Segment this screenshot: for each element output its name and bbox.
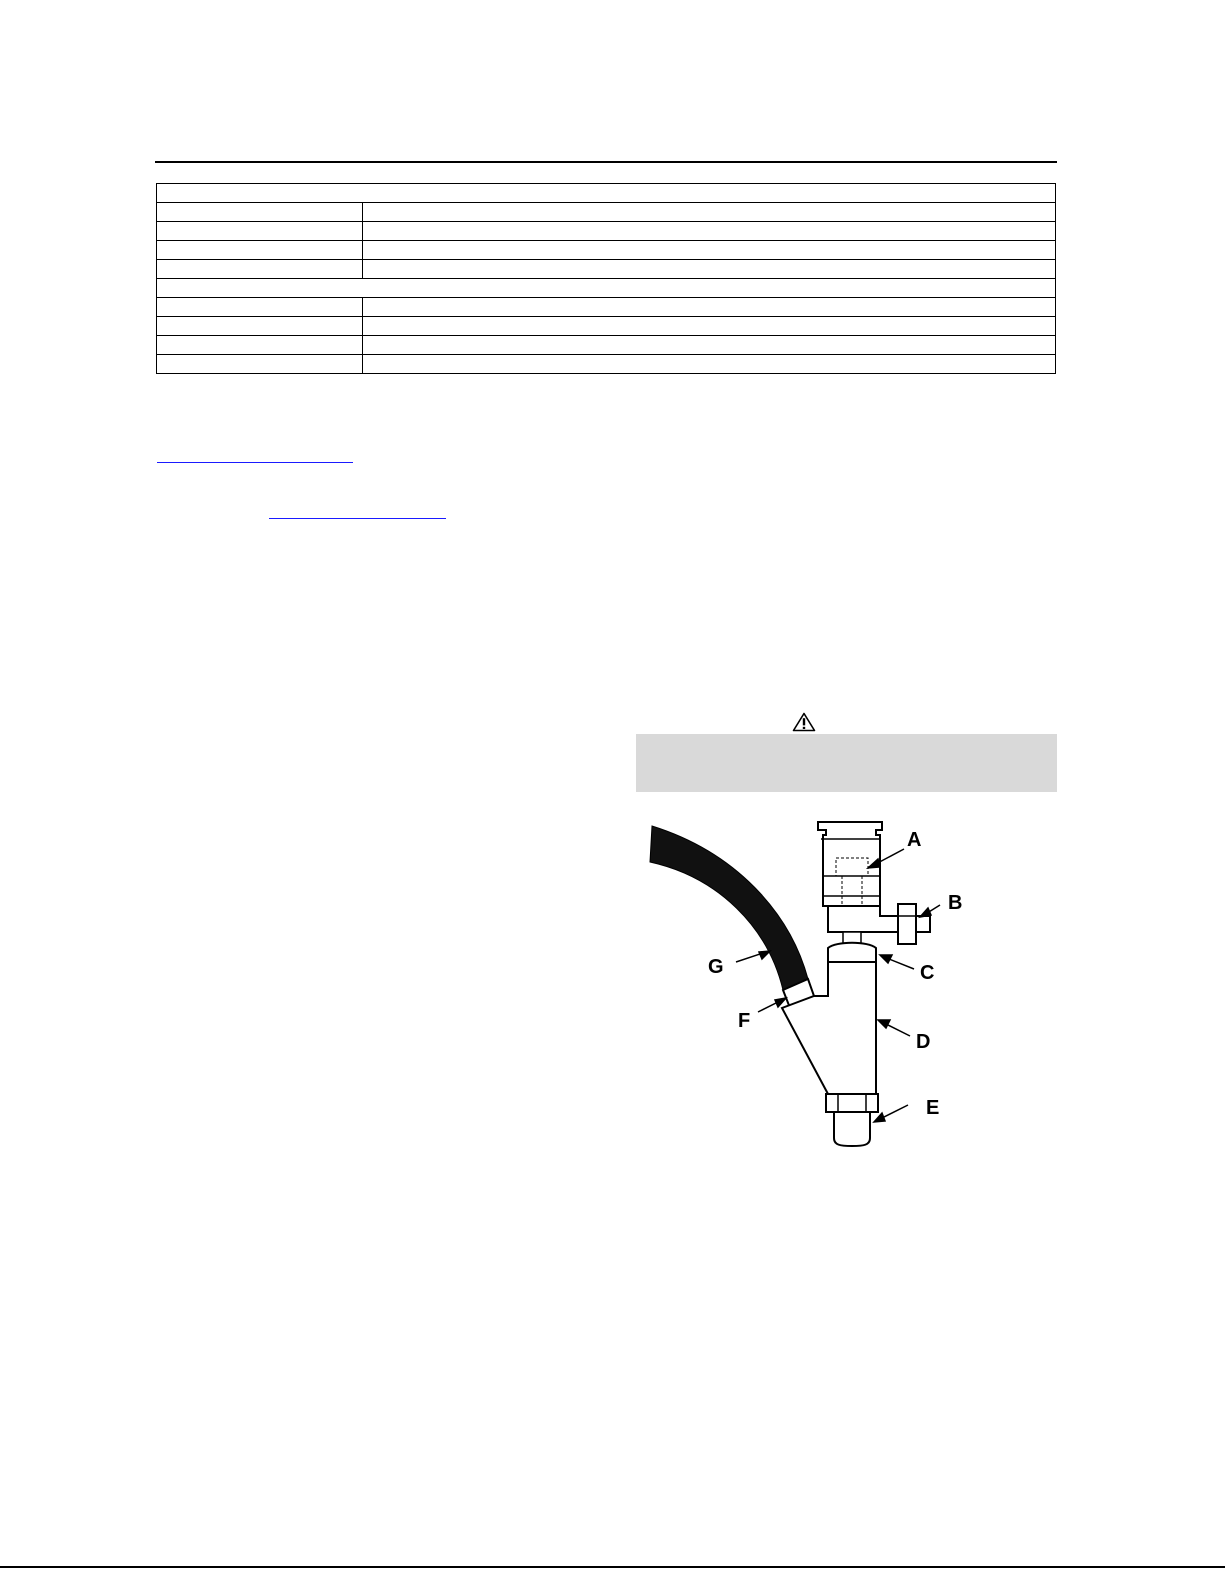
callout-d: D [916, 1031, 931, 1053]
hyperlink-1[interactable] [157, 462, 353, 463]
warning-triangle-icon [792, 712, 816, 732]
bracket-bolt [898, 904, 916, 944]
nozzle-assembly-figure [640, 812, 970, 1157]
table-row [157, 260, 1056, 279]
callout-c: C [920, 962, 935, 984]
header-rule [155, 161, 1057, 163]
table-section-header [157, 279, 1056, 298]
callout-a: A [907, 829, 922, 851]
table-row [157, 355, 1056, 374]
table-row [157, 222, 1056, 241]
nozzle-tip [834, 1112, 870, 1146]
table-row [157, 241, 1056, 260]
clamp-cap [828, 943, 876, 962]
table-row [157, 203, 1056, 222]
nozzle-nut [826, 1094, 878, 1112]
warning-box [636, 734, 1057, 792]
table-row [157, 298, 1056, 317]
spec-table [156, 183, 1056, 374]
callout-e: E [926, 1097, 940, 1119]
table-section-header [157, 184, 1056, 203]
callout-b: B [948, 892, 963, 914]
hose [650, 826, 808, 990]
table-row [157, 317, 1056, 336]
hyperlink-2[interactable] [269, 518, 446, 519]
footer-rule [0, 1566, 1225, 1568]
callout-f: F [738, 1010, 751, 1032]
callout-g: G [708, 956, 724, 978]
table-row [157, 336, 1056, 355]
